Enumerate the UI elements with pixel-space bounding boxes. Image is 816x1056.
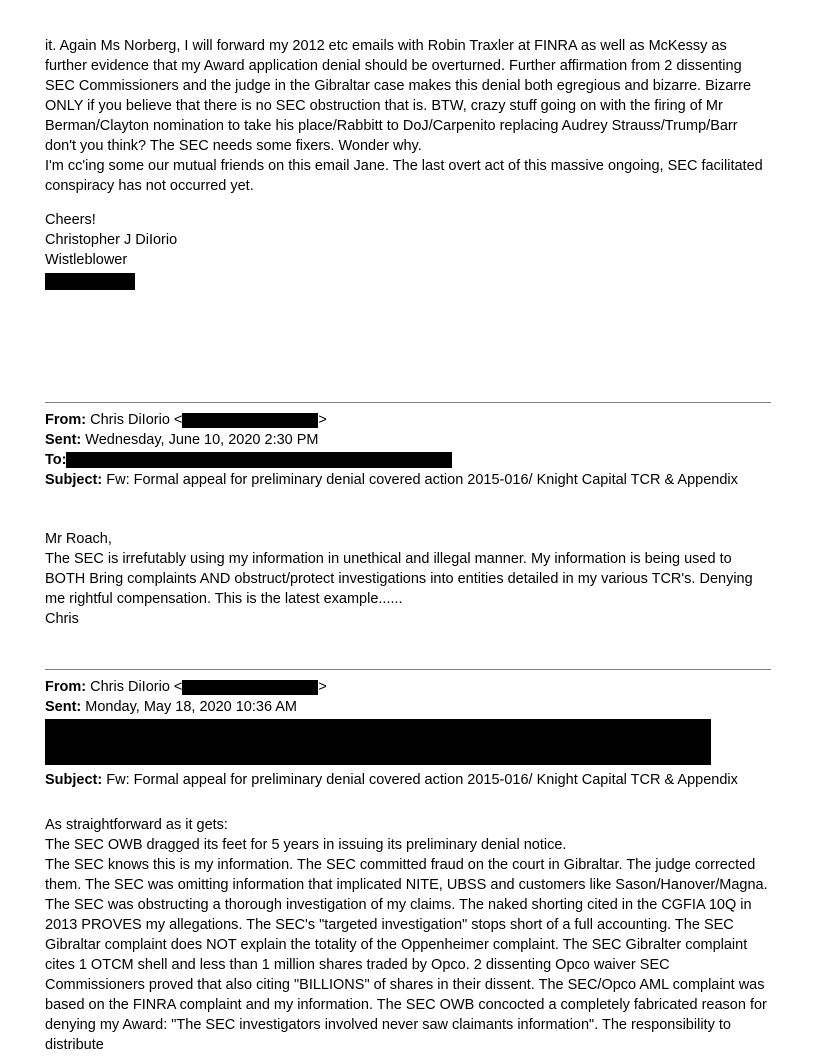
subject-line	[45, 771, 771, 789]
from-label: From:	[45, 679, 87, 695]
greeting-text: Mr Roach,	[45, 531, 112, 547]
email-top-section	[45, 36, 771, 394]
spacer	[45, 196, 771, 210]
signature-name: Chris	[45, 611, 79, 627]
to-line	[45, 451, 771, 469]
paragraph: The SEC is irrefutably using my information in unethical and illegal manner. My information is being used to BOTH Bring complaints AND obstruct/protect investigations into entities detailed in my various TCR's. Denying me rightful compensation. This is the latest example......	[45, 551, 753, 607]
subject-label: Subject:	[45, 772, 103, 788]
subject-label: Subject:	[45, 472, 103, 488]
to-label: To:	[45, 452, 67, 468]
from-value: Chris DiIorio <	[90, 679, 183, 695]
signature-title: Wistleblower	[45, 252, 128, 268]
subject-value: Fw: Formal appeal for preliminary denial covered action 2015-016/ Knight Capital TCR & Appendix	[106, 772, 738, 788]
redaction-bar	[182, 680, 318, 695]
divider	[45, 669, 771, 670]
email3-header	[45, 678, 771, 789]
divider	[45, 402, 771, 403]
sent-label: Sent:	[45, 699, 82, 715]
paragraph: The SEC knows this is my information. The SEC committed fraud on the court in Gibraltar. The judge corrected them. The SEC was omitting information that implicated NITE, UBSS and customers like Sason/Hanover/Magna. The SEC was obstructing a thorough investigation of my claims. The naked shorting cited in the CGFIA 10Q in 2013 PROVES my allegations. The SEC's "targeted investigation" stops short of a full accounting. The SEC Gibraltar complaint does NOT explain the totality of the Oppenheimer complaint. The SEC Gibralter complaint cites 1 OTCM shell and less than 1 million shares traded by Opco. 2 dissenting Opco waiver SEC Commissioners proved that also citing "BILLIONS" of shares in their dissent. The SEC/Opco AML complaint was based on the FINRA complaint and my information. The SEC OWB concocted a completely fabricated reason for denying my Award: "The SEC investigators involved never saw claimants information". The responsibility to distribute	[45, 857, 768, 1053]
spacer	[45, 491, 771, 529]
paragraph: I'm cc'ing some our mutual friends on this email Jane. The last overt act of this massive ongoing, SEC facilitated conspiracy has not occurred yet.	[45, 158, 763, 194]
redaction-bar	[66, 452, 452, 468]
sent-value: Wednesday, June 10, 2020 2:30 PM	[85, 432, 319, 448]
redaction-bar	[45, 273, 135, 290]
subject-value: Fw: Formal appeal for preliminary denial covered action 2015-016/ Knight Capital TCR & Appendix	[106, 472, 738, 488]
signoff-text: Cheers!	[45, 212, 96, 228]
from-label: From:	[45, 412, 87, 428]
sent-label: Sent:	[45, 432, 82, 448]
sent-line	[45, 698, 771, 716]
from-line	[45, 411, 771, 429]
body-line: As straightforward as it gets:	[45, 817, 228, 833]
signature-name: Christopher J DiIorio	[45, 232, 178, 248]
from-close: >	[318, 679, 327, 695]
spacer	[45, 629, 771, 661]
spacer	[45, 290, 771, 394]
email3-body	[45, 791, 771, 1055]
from-line	[45, 678, 771, 696]
spacer	[45, 791, 771, 815]
redaction-block	[45, 719, 711, 765]
redaction-bar	[182, 413, 318, 428]
email2-body	[45, 491, 771, 661]
sent-value: Monday, May 18, 2020 10:36 AM	[85, 699, 298, 715]
body-line: The SEC OWB dragged its feet for 5 years in issuing its preliminary denial notice.	[45, 837, 567, 853]
subject-line	[45, 471, 771, 489]
paragraph: it. Again Ms Norberg, I will forward my 2012 etc emails with Robin Traxler at FINRA as well as McKessy as further evidence that my Award application denial should be overturned. Further affirmation from 2 dissenting SEC Commissioners and the judge in the Gibraltar case makes this denial both egregious and bizarre. Bizarre ONLY if you believe that there is no SEC obstruction that is. BTW, crazy stuff going on with the firing of Mr Berman/Clayton nomination to take his place/Rabbitt to DoJ/Carpenito replacing Audrey Strauss/Trump/Barr don't you think? The SEC needs some fixers. Wonder why.	[45, 38, 752, 154]
from-value: Chris DiIorio <	[90, 412, 183, 428]
email2-header	[45, 411, 771, 489]
from-close: >	[318, 412, 327, 428]
sent-line	[45, 431, 771, 449]
